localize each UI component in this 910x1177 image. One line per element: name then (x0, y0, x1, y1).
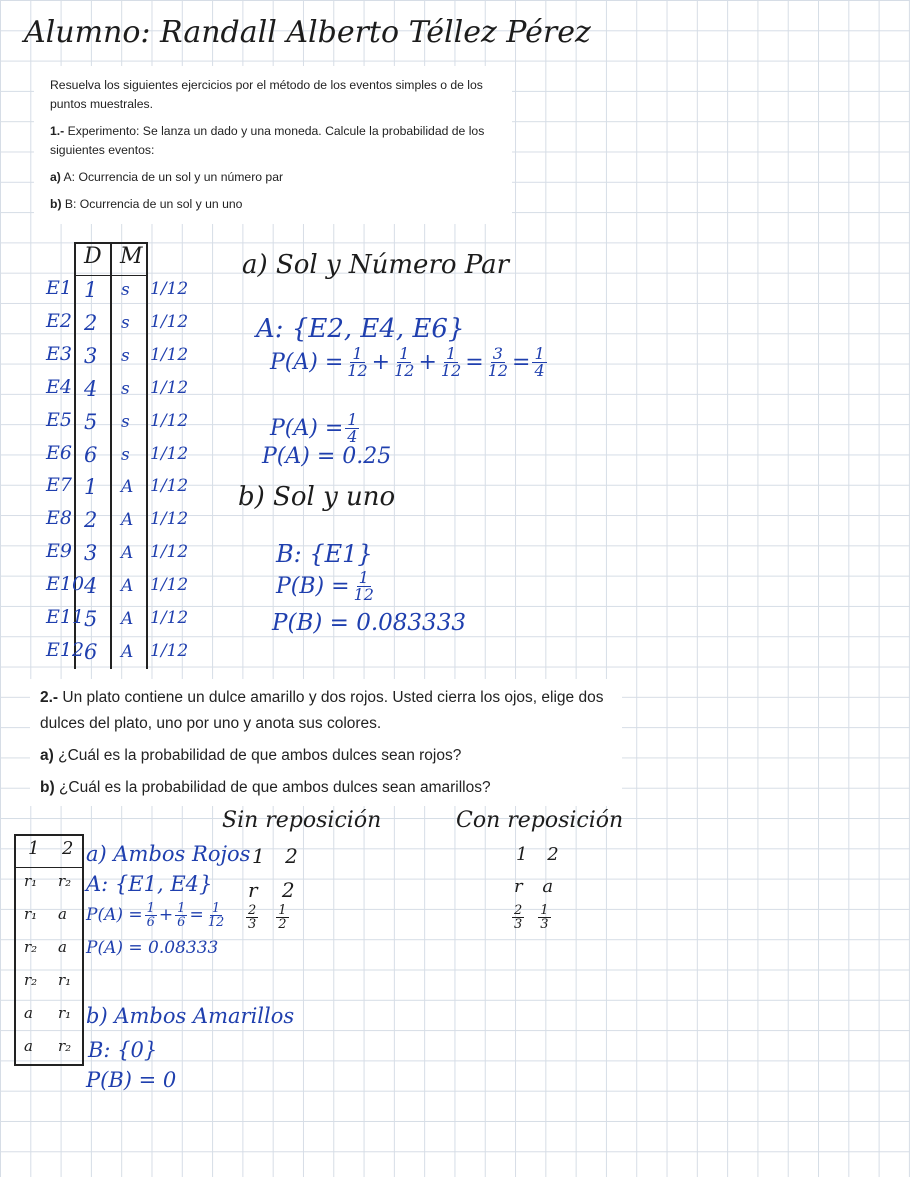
event-label: E12 (46, 638, 85, 661)
die-value-cell: 2 (84, 508, 98, 533)
solution-a-result (270, 412, 361, 445)
solution-b-prob (276, 570, 378, 603)
die-value-cell: 3 (84, 343, 98, 368)
without-replacement-title: Sin reposición (222, 808, 382, 833)
first-candy-cell: r₂ (24, 938, 38, 956)
plus-sign: + (371, 349, 391, 375)
solution2-a-decimal: P(A) = 0.08333 (86, 938, 219, 958)
event-label: E7 (46, 474, 72, 497)
table-header-cell: 1 (28, 838, 40, 860)
first-candy-cell: r₁ (24, 872, 38, 891)
event-probability: 1/12 (150, 312, 189, 333)
without-replacement-cols: 1 2 (252, 844, 298, 868)
first-candy-cell: r₂ (24, 970, 38, 989)
coin-value-cell: A (121, 477, 134, 498)
part-b-tag: b) (50, 197, 62, 211)
table-border-line (14, 834, 16, 1064)
p-a-label: P(A) = (270, 349, 344, 375)
with-replacement-row: r a (514, 876, 554, 897)
fraction: $\frac{1}{12}$ (440, 344, 462, 380)
exercise-2-statement (30, 679, 622, 806)
event-probability: 1/12 (150, 443, 189, 464)
solution-b-title: b) Sol y uno (238, 482, 396, 512)
solution2-b-set: B: {0} (88, 1038, 158, 1062)
first-candy-cell: r₁ (24, 905, 38, 924)
event-label: E2 (46, 310, 72, 333)
student-name: Alumno: Randall Alberto Téllez Pérez (24, 15, 591, 50)
fraction: $\frac{1}{12}$ (207, 901, 225, 930)
event-probability: 1/12 (150, 574, 189, 595)
equals-sign: = (189, 905, 204, 925)
event-label: E11 (46, 605, 85, 628)
part-a-text: ¿Cuál es la probabilidad de que ambos dulces sean rojos? (53, 747, 462, 764)
solution-a-title: a) Sol y Número Par (242, 250, 510, 280)
without-replacement-fracs: $\frac{2}{3}$ $\frac{1}{2}$ (248, 903, 287, 932)
instructions-text: Resuelva los siguientes ejercicios por el método de los eventos simples o de los puntos muestrales. (50, 78, 483, 111)
fraction: $\frac{1}{6}$ (177, 901, 186, 930)
coin-value-cell: s (121, 345, 130, 366)
solution2-a-title: a) Ambos Rojos (86, 842, 251, 866)
table-column-line (110, 242, 112, 669)
coin-value-cell: A (121, 510, 134, 531)
event-label: E3 (46, 342, 72, 365)
fraction: $\frac{1}{6}$ (146, 901, 155, 930)
die-value-cell: 1 (84, 475, 98, 500)
part-a-tag: a) (40, 747, 54, 764)
solution2-b-title: b) Ambos Amarillos (86, 1004, 295, 1028)
exercise-2-number: 2.- (40, 689, 59, 706)
fraction: $\frac{1}{4}$ (347, 410, 358, 446)
table-header-cell: 2 (62, 838, 74, 860)
table-column-line (146, 242, 148, 669)
solution-a-set: A: {E2, E4, E6} (256, 314, 465, 344)
part-b-tag: b) (40, 779, 55, 796)
event-probability: 1/12 (150, 509, 189, 530)
die-value-cell: 1 (84, 278, 98, 303)
sample-space-table (74, 242, 146, 669)
p-a-label: P(A) = (270, 415, 344, 441)
exercise-1-number: 1.- (50, 124, 65, 138)
event-probability: 1/12 (150, 377, 189, 398)
candy-sample-space-table (14, 834, 82, 1064)
exercise-1-statement (34, 66, 512, 224)
table-row-line (14, 834, 84, 836)
solution-a-sum (270, 346, 549, 379)
second-candy-cell: r₁ (58, 1003, 72, 1022)
coin-value-cell: A (121, 575, 134, 596)
table-header-cell: D (84, 244, 102, 270)
event-label: E10 (46, 572, 85, 595)
fraction: $\frac{1}{12}$ (353, 568, 374, 604)
solution2-b-decimal: P(B) = 0 (86, 1068, 177, 1092)
die-value-cell: 6 (84, 639, 98, 664)
p-b-label: P(B) = (276, 573, 350, 599)
coin-value-cell: s (121, 280, 130, 301)
second-candy-cell: r₁ (58, 970, 72, 989)
first-candy-cell: a (24, 1003, 33, 1022)
die-value-cell: 5 (84, 409, 98, 434)
part-a-tag: a) (50, 170, 61, 184)
without-replacement-row: r 2 (248, 878, 295, 902)
exercise-1-text: Experimento: Se lanza un dado y una moneda. Calcule la probabilidad de los siguientes eventos: (50, 124, 485, 157)
with-replacement-fracs: $\frac{2}{3}$ $\frac{1}{3}$ (514, 903, 549, 932)
event-label: E8 (46, 507, 72, 530)
fraction: $\frac{1}{12}$ (394, 344, 415, 380)
event-probability: 1/12 (150, 279, 189, 300)
solution-b-decimal: P(B) = 0.083333 (272, 610, 466, 636)
table-row-line (14, 867, 84, 869)
equals-sign: = (512, 349, 531, 375)
fraction: $\frac{1}{12}$ (347, 344, 368, 380)
coin-value-cell: A (121, 641, 134, 662)
p-a-label: P(A) = (86, 905, 143, 925)
first-candy-cell: a (24, 1036, 33, 1055)
table-row-line (14, 1064, 84, 1066)
solution2-a-set: A: {E1, E4} (86, 872, 213, 896)
event-label: E1 (46, 277, 72, 300)
event-probability: 1/12 (150, 410, 189, 431)
part-b-text: ¿Cuál es la probabilidad de que ambos dulces sean amarillos? (54, 779, 491, 796)
coin-value-cell: s (121, 411, 130, 432)
solution-b-set: B: {E1} (276, 540, 373, 568)
table-row-line (74, 275, 146, 277)
part-a-text: A: Ocurrencia de un sol y un número par (60, 170, 284, 184)
event-probability: 1/12 (150, 607, 189, 628)
die-value-cell: 4 (84, 376, 98, 401)
plus-sign: + (158, 905, 174, 925)
second-candy-cell: a (58, 938, 67, 956)
table-header-cell: M (120, 244, 143, 270)
with-replacement-cols: 1 2 (516, 844, 559, 865)
die-value-cell: 6 (84, 442, 98, 467)
second-candy-cell: r₂ (58, 872, 72, 891)
fraction: $\frac{1}{4}$ (534, 344, 545, 380)
exercise-2-text: Un plato contiene un dulce amarillo y dos rojos. Usted cierra los ojos, elige dos dulces del plato, uno por uno y anota sus colores. (40, 689, 604, 732)
plus-sign: + (418, 349, 437, 375)
part-b-text: B: Ocurrencia de un sol y un uno (61, 197, 243, 211)
event-probability: 1/12 (150, 640, 189, 661)
with-replacement-title: Con reposición (456, 808, 624, 833)
solution-a-decimal: P(A) = 0.25 (262, 444, 392, 469)
event-label: E4 (46, 375, 72, 398)
event-label: E5 (46, 408, 72, 431)
event-probability: 1/12 (150, 344, 189, 365)
coin-value-cell: A (121, 543, 134, 564)
table-row-line (74, 242, 146, 244)
coin-value-cell: A (121, 608, 134, 629)
event-probability: 1/12 (150, 542, 189, 563)
fraction: $\frac{3}{12}$ (487, 344, 509, 380)
second-candy-cell: a (58, 905, 67, 924)
die-value-cell: 3 (84, 541, 98, 566)
second-candy-cell: r₂ (58, 1036, 72, 1055)
coin-value-cell: s (121, 378, 130, 399)
coin-value-cell: s (121, 444, 130, 465)
event-probability: 1/12 (150, 476, 189, 497)
event-label: E6 (46, 441, 72, 464)
die-value-cell: 2 (84, 311, 98, 336)
die-value-cell: 5 (84, 606, 98, 631)
solution2-a-sum (86, 902, 228, 929)
table-column-line (74, 242, 76, 669)
table-border-line (82, 834, 84, 1064)
event-label: E9 (46, 540, 72, 563)
equals-sign: = (465, 349, 484, 375)
die-value-cell: 4 (84, 573, 98, 598)
coin-value-cell: s (121, 313, 130, 334)
